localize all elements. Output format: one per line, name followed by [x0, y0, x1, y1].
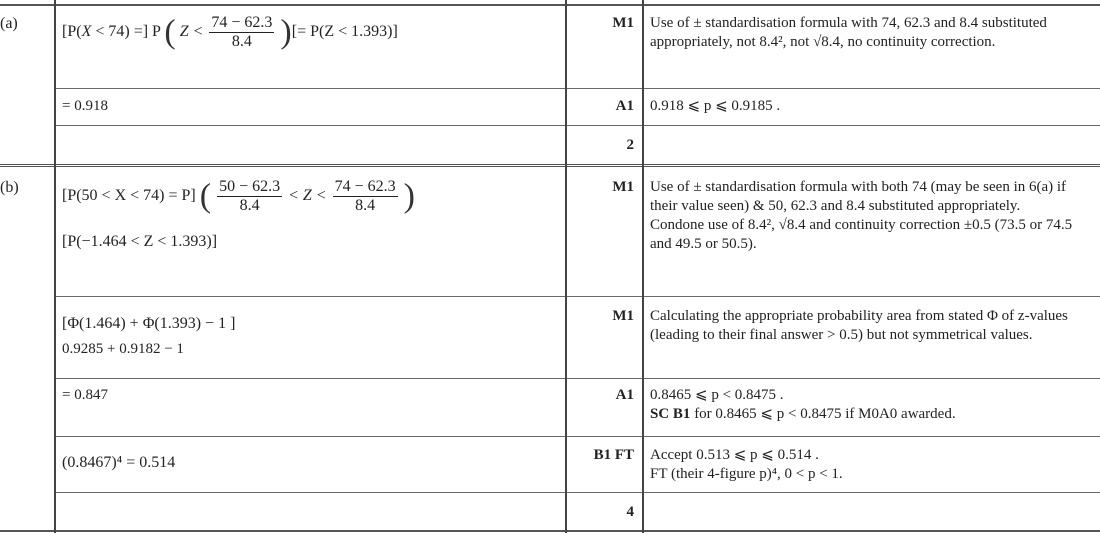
upper-fraction	[333, 178, 398, 215]
guidance-line: Condone use of 8.4², √8.4 and continuity correction ±0.5 (73.5 or 74.5 and 49.5 or 50.5).	[650, 217, 1073, 252]
guidance-text: Calculating the appropriate probability area from stated Φ of z-values (leading to their final answer > 0.5) but not symmetrical values.	[650, 308, 1068, 343]
part-b-phi-working: [Φ(1.464) + Φ(1.393) − 1 ]	[62, 315, 236, 332]
paren-open: (	[199, 177, 212, 215]
row-divider	[55, 88, 1100, 89]
variable-x: X	[81, 23, 92, 41]
guidance-text: Use of ± standardisation formula with 74, 62.3 and 8.4 substituted appropriately, not 8.4², not √8.4, no continuity correction.	[650, 15, 1047, 50]
mark-column-border	[642, 0, 644, 533]
total-marks: 2	[626, 137, 634, 153]
fraction-denominator: 8.4	[239, 197, 260, 214]
guidance-line: FT (their 4-figure p)⁴, 0 < p < 1.	[650, 466, 843, 482]
paren-close: )	[403, 177, 415, 215]
guidance-line	[650, 405, 1095, 424]
label-column-border	[54, 0, 56, 533]
fraction-numerator: 50 − 62.3	[219, 178, 281, 195]
part-b-working-1	[62, 178, 415, 215]
part-a-answer: = 0.918	[62, 98, 108, 114]
part-a-working-1	[62, 14, 398, 51]
fraction-denominator: 8.4	[231, 33, 252, 50]
guidance-text	[650, 386, 1095, 424]
paren-open: (	[164, 13, 176, 51]
part-a-label: (a)	[0, 15, 18, 32]
mark-a1: A1	[615, 387, 634, 403]
row-divider	[55, 125, 1100, 126]
prob-prefix: [P(50 < X < 74) = P]	[62, 187, 196, 205]
part-b-label: (b)	[0, 179, 19, 196]
fraction-numerator: 74 − 62.3	[334, 178, 396, 195]
prob-prefix: [P(	[62, 23, 82, 41]
special-case-label: SC B1	[650, 406, 691, 422]
row-divider	[55, 492, 1100, 493]
standardisation-fraction	[209, 14, 274, 51]
guidance-text	[650, 178, 1095, 254]
z-inequality: < Z <	[288, 187, 327, 205]
table-border-bottom	[0, 530, 1100, 532]
part-b-phi-values: 0.9285 + 0.9182 − 1	[62, 341, 184, 357]
fraction-denominator: 8.4	[355, 197, 376, 214]
mark-m1: M1	[612, 15, 634, 31]
mark-m1: M1	[612, 179, 634, 195]
guidance-text	[650, 446, 1095, 484]
prob-condition: < 74) =] P	[91, 23, 161, 41]
z-inequality: Z <	[179, 23, 204, 41]
fraction-numerator: 74 − 62.3	[211, 14, 273, 31]
z-result: [= P(Z < 1.393)]	[291, 23, 398, 41]
part-divider	[0, 164, 1100, 169]
part-b-answer: = 0.847	[62, 387, 108, 403]
mark-m1: M1	[612, 308, 634, 324]
mark-b1-ft: B1 FT	[593, 447, 634, 463]
row-divider	[55, 436, 1100, 437]
row-divider	[55, 296, 1100, 297]
mark-a1: A1	[615, 98, 634, 114]
guidance-line: Accept 0.513 ⩽ p ⩽ 0.514 .	[650, 447, 819, 463]
paren-close: )	[280, 13, 292, 51]
part-b-working-2: [P(−1.464 < Z < 1.393)]	[62, 233, 218, 250]
guidance-line: 0.8465 ⩽ p < 0.8475 .	[650, 387, 784, 403]
row-divider	[55, 378, 1100, 379]
special-case-text: for 0.8465 ⩽ p < 0.8475 if M0A0 awarded.	[690, 406, 956, 422]
guidance-line: Use of ± standardisation formula with both 74 (may be seen in 6(a) if their value seen) & 50, 62.3 and 8.4 substituted appropriately.	[650, 179, 1067, 214]
part-b-power-answer: (0.8467)⁴ = 0.514	[62, 454, 176, 471]
lower-fraction	[217, 178, 282, 215]
table-border-top	[0, 4, 1100, 6]
guidance-text: 0.918 ⩽ p ⩽ 0.9185 .	[650, 98, 781, 114]
total-marks: 4	[626, 504, 634, 520]
